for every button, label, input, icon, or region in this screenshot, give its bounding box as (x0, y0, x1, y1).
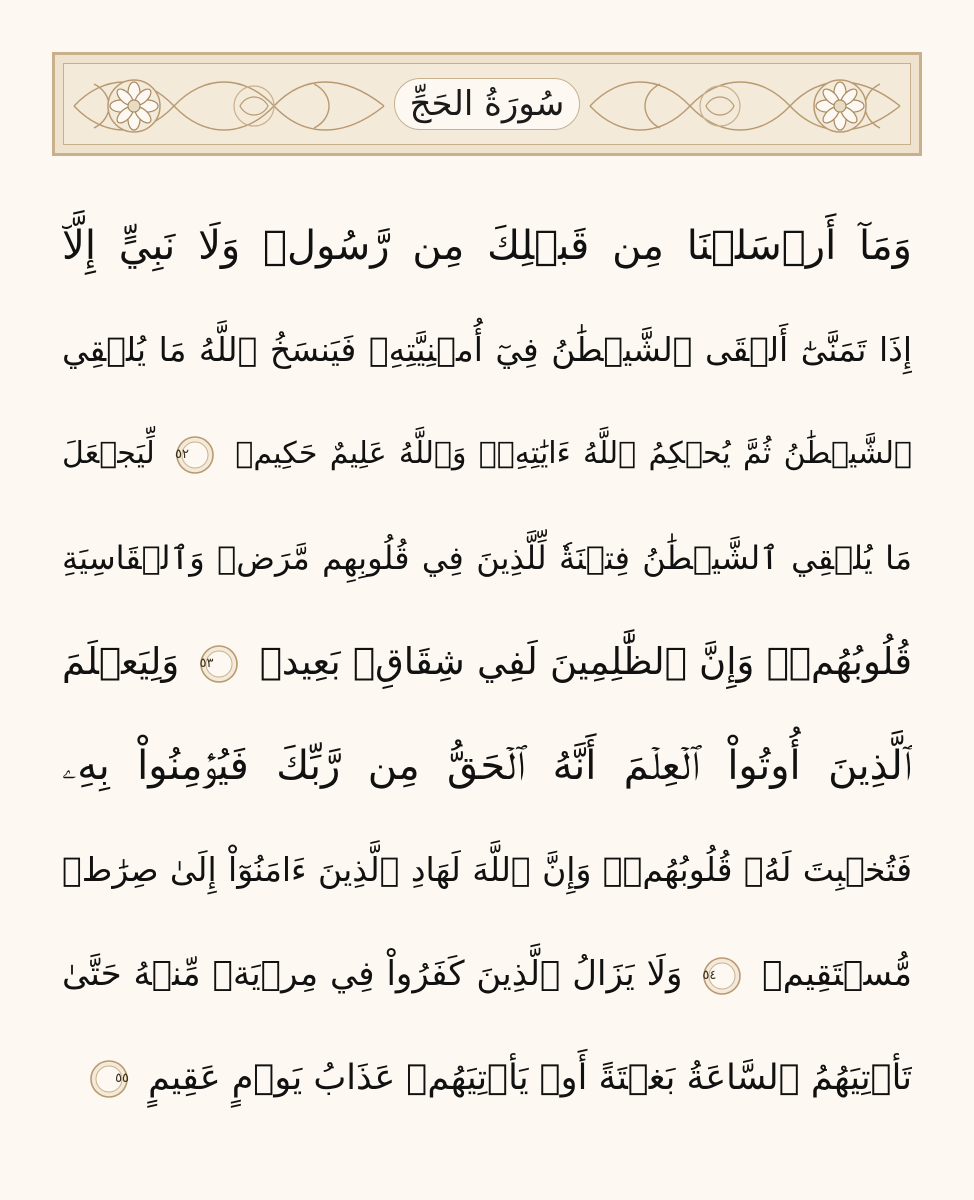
verse-text: مُّسۡتَقِيمٖ (762, 954, 912, 994)
verse-line (62, 508, 912, 608)
verse-line (62, 716, 912, 816)
ayah-number-marker (89, 1059, 129, 1099)
ayah-number-marker (175, 435, 215, 475)
verse-text: وَلِيَعۡلَمَ (62, 640, 180, 683)
verse-text: لِّيَجۡعَلَ (62, 436, 155, 471)
ayah-number: ٥٤ (702, 967, 717, 983)
verse-text: وَلَا يَزَالُ ٱلَّذِينَ كَفَرُواْ فِي مِرۡيَةٖ مِّنۡهُ حَتَّىٰ (62, 954, 683, 994)
verse-text: قُلُوبُهُمۡۗ وَإِنَّ ٱلظَّٰلِمِينَ لَفِي شِقَاقِۭ بَعِيدٖ (259, 640, 912, 683)
verse-line (62, 300, 912, 400)
surah-title-cartouche (394, 78, 580, 130)
ayah-number: ٥٢ (175, 446, 190, 462)
verse-text-block (62, 196, 912, 1156)
ayah-number-marker (199, 644, 239, 684)
surah-header-frame (52, 52, 922, 156)
arabesque-ornament-left (64, 64, 394, 144)
arabesque-ornament-right (580, 64, 910, 144)
verse-line (62, 612, 912, 712)
verse-text: وَمَآ أَرۡسَلۡنَا مِن قَبۡلِكَ مِن رَّسُولٖ وَلَا نَبِيٍّ إِلَّآ (62, 223, 912, 269)
verse-text: ٱلَّذِينَ أُوتُواْ ٱلۡعِلۡمَ أَنَّهُ ٱلۡحَقُّ مِن رَّبِّكَ فَيُؤۡمِنُواْ بِهِۦ (62, 743, 912, 789)
verse-text: تَأۡتِيَهُمُ ٱلسَّاعَةُ بَغۡتَةً أَوۡ يَأۡتِيَهُمۡ عَذَابُ يَوۡمٍ عَقِيمٍ (148, 1058, 912, 1098)
ayah-number: ٥٣ (199, 655, 214, 671)
surah-header-inner (63, 63, 911, 145)
verse-text: فَتُخۡبِتَ لَهُۥ قُلُوبُهُمۡۗ وَإِنَّ ٱللَّهَ لَهَادِ ٱلَّذِينَ ءَامَنُوٓاْ إِلَىٰ صِرَٰطٖ (62, 850, 912, 889)
verse-line (62, 196, 912, 296)
verse-line (62, 924, 912, 1024)
verse-text: ٱلشَّيۡطَٰنُ ثُمَّ يُحۡكِمُ ٱللَّهُ ءَايَٰتِهِۦۗ وَٱللَّهُ عَلِيمٌ حَكِيمٞ (235, 436, 912, 471)
ayah-number-marker (702, 956, 742, 996)
ayah-number: ٥٥ (115, 1071, 130, 1086)
verse-line (62, 1028, 912, 1128)
verse-line (62, 404, 912, 504)
verse-line (62, 820, 912, 920)
surah-title: سُورَةُ الحَجِّ (409, 84, 565, 124)
verse-text: مَا يُلۡقِي ٱلشَّيۡطَٰنُ فِتۡنَةٗ لِّلَّذِينَ فِي قُلُوبِهِم مَّرَضٞ وَٱلۡقَاسِيَةِ (62, 539, 912, 577)
verse-text: إِذَا تَمَنَّىٰٓ أَلۡقَى ٱلشَّيۡطَٰنُ فِيٓ أُمۡنِيَّتِهِۦ فَيَنسَخُ ٱللَّهُ مَا يُلۡقِي (62, 330, 912, 369)
